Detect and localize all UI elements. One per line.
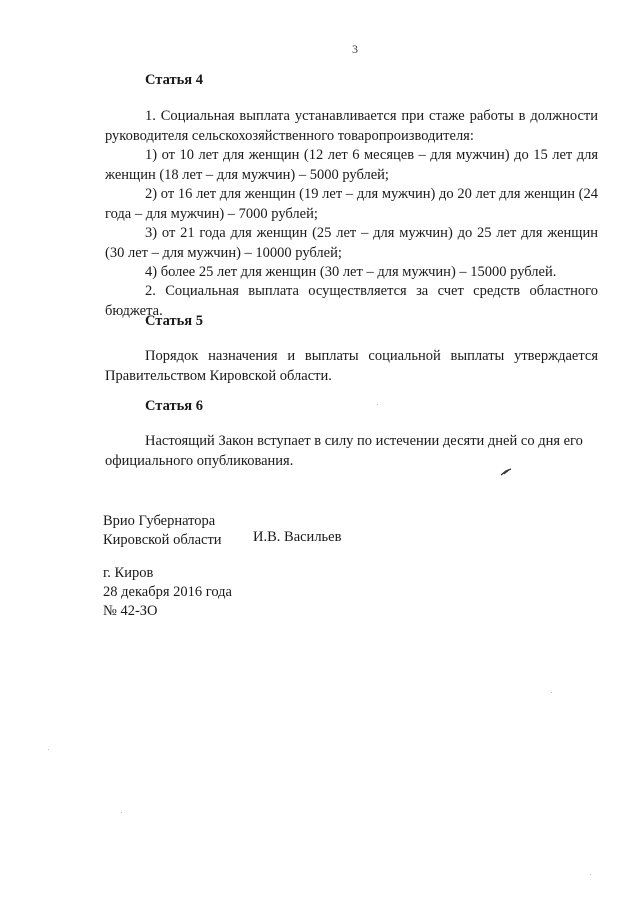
article-6-heading: Статья 6: [145, 398, 203, 414]
article-4-item-3: 3) от 21 года для женщин (25 лет – для мужчин) до 25 лет для женщин (30 лет – для мужчин) – 10000 рублей;: [105, 225, 598, 261]
footer-number: № 42-ЗО: [103, 603, 158, 619]
article-6-paragraph-1: Настоящий Закон вступает в силу по истечении десяти дней со дня его официального опубликования.: [105, 433, 583, 469]
article-4-heading: Статья 4: [145, 72, 203, 88]
scan-speck: [590, 874, 591, 875]
footer-city: г. Киров: [103, 565, 154, 581]
scan-speck: [377, 404, 378, 405]
signature-block: [103, 512, 222, 550]
signature-title-line-1: Врио Губернатора: [103, 513, 216, 529]
article-4-item-2: 2) от 16 лет для женщин (19 лет – для мужчин) до 20 лет для женщин (24 года – для мужчин) – 7000 рублей;: [105, 186, 598, 222]
scan-speck: [48, 749, 49, 750]
footer-block: [103, 564, 232, 621]
scan-speck: [121, 812, 122, 813]
pen-mark: [500, 468, 512, 476]
article-5-paragraph-1: Порядок назначения и выплаты социальной выплаты утверждается Правительством Кировской области.: [105, 348, 598, 384]
article-4-item-1: 1) от 10 лет для женщин (12 лет 6 месяцев – для мужчин) до 15 лет для женщин (18 лет – для мужчин) – 5000 рублей;: [105, 147, 598, 183]
signature-title-line-2: Кировской области: [103, 532, 222, 548]
article-4-item-4: 4) более 25 лет для женщин (30 лет – для мужчин) – 15000 рублей.: [145, 264, 557, 280]
article-5-heading: Статья 5: [145, 313, 203, 329]
scan-speck: [551, 692, 552, 693]
footer-date: 28 декабря 2016 года: [103, 584, 232, 600]
signatory-name: И.В. Васильев: [253, 529, 342, 545]
article-4-paragraph-1: 1. Социальная выплата устанавливается при стаже работы в должности руководителя сельскохозяйственного товаропроизводителя:: [105, 108, 598, 144]
page-number: 3: [352, 42, 358, 56]
article-4-paragraph-2: 2. Социальная выплата осуществляется за счет средств областного бюджета.: [105, 283, 598, 319]
